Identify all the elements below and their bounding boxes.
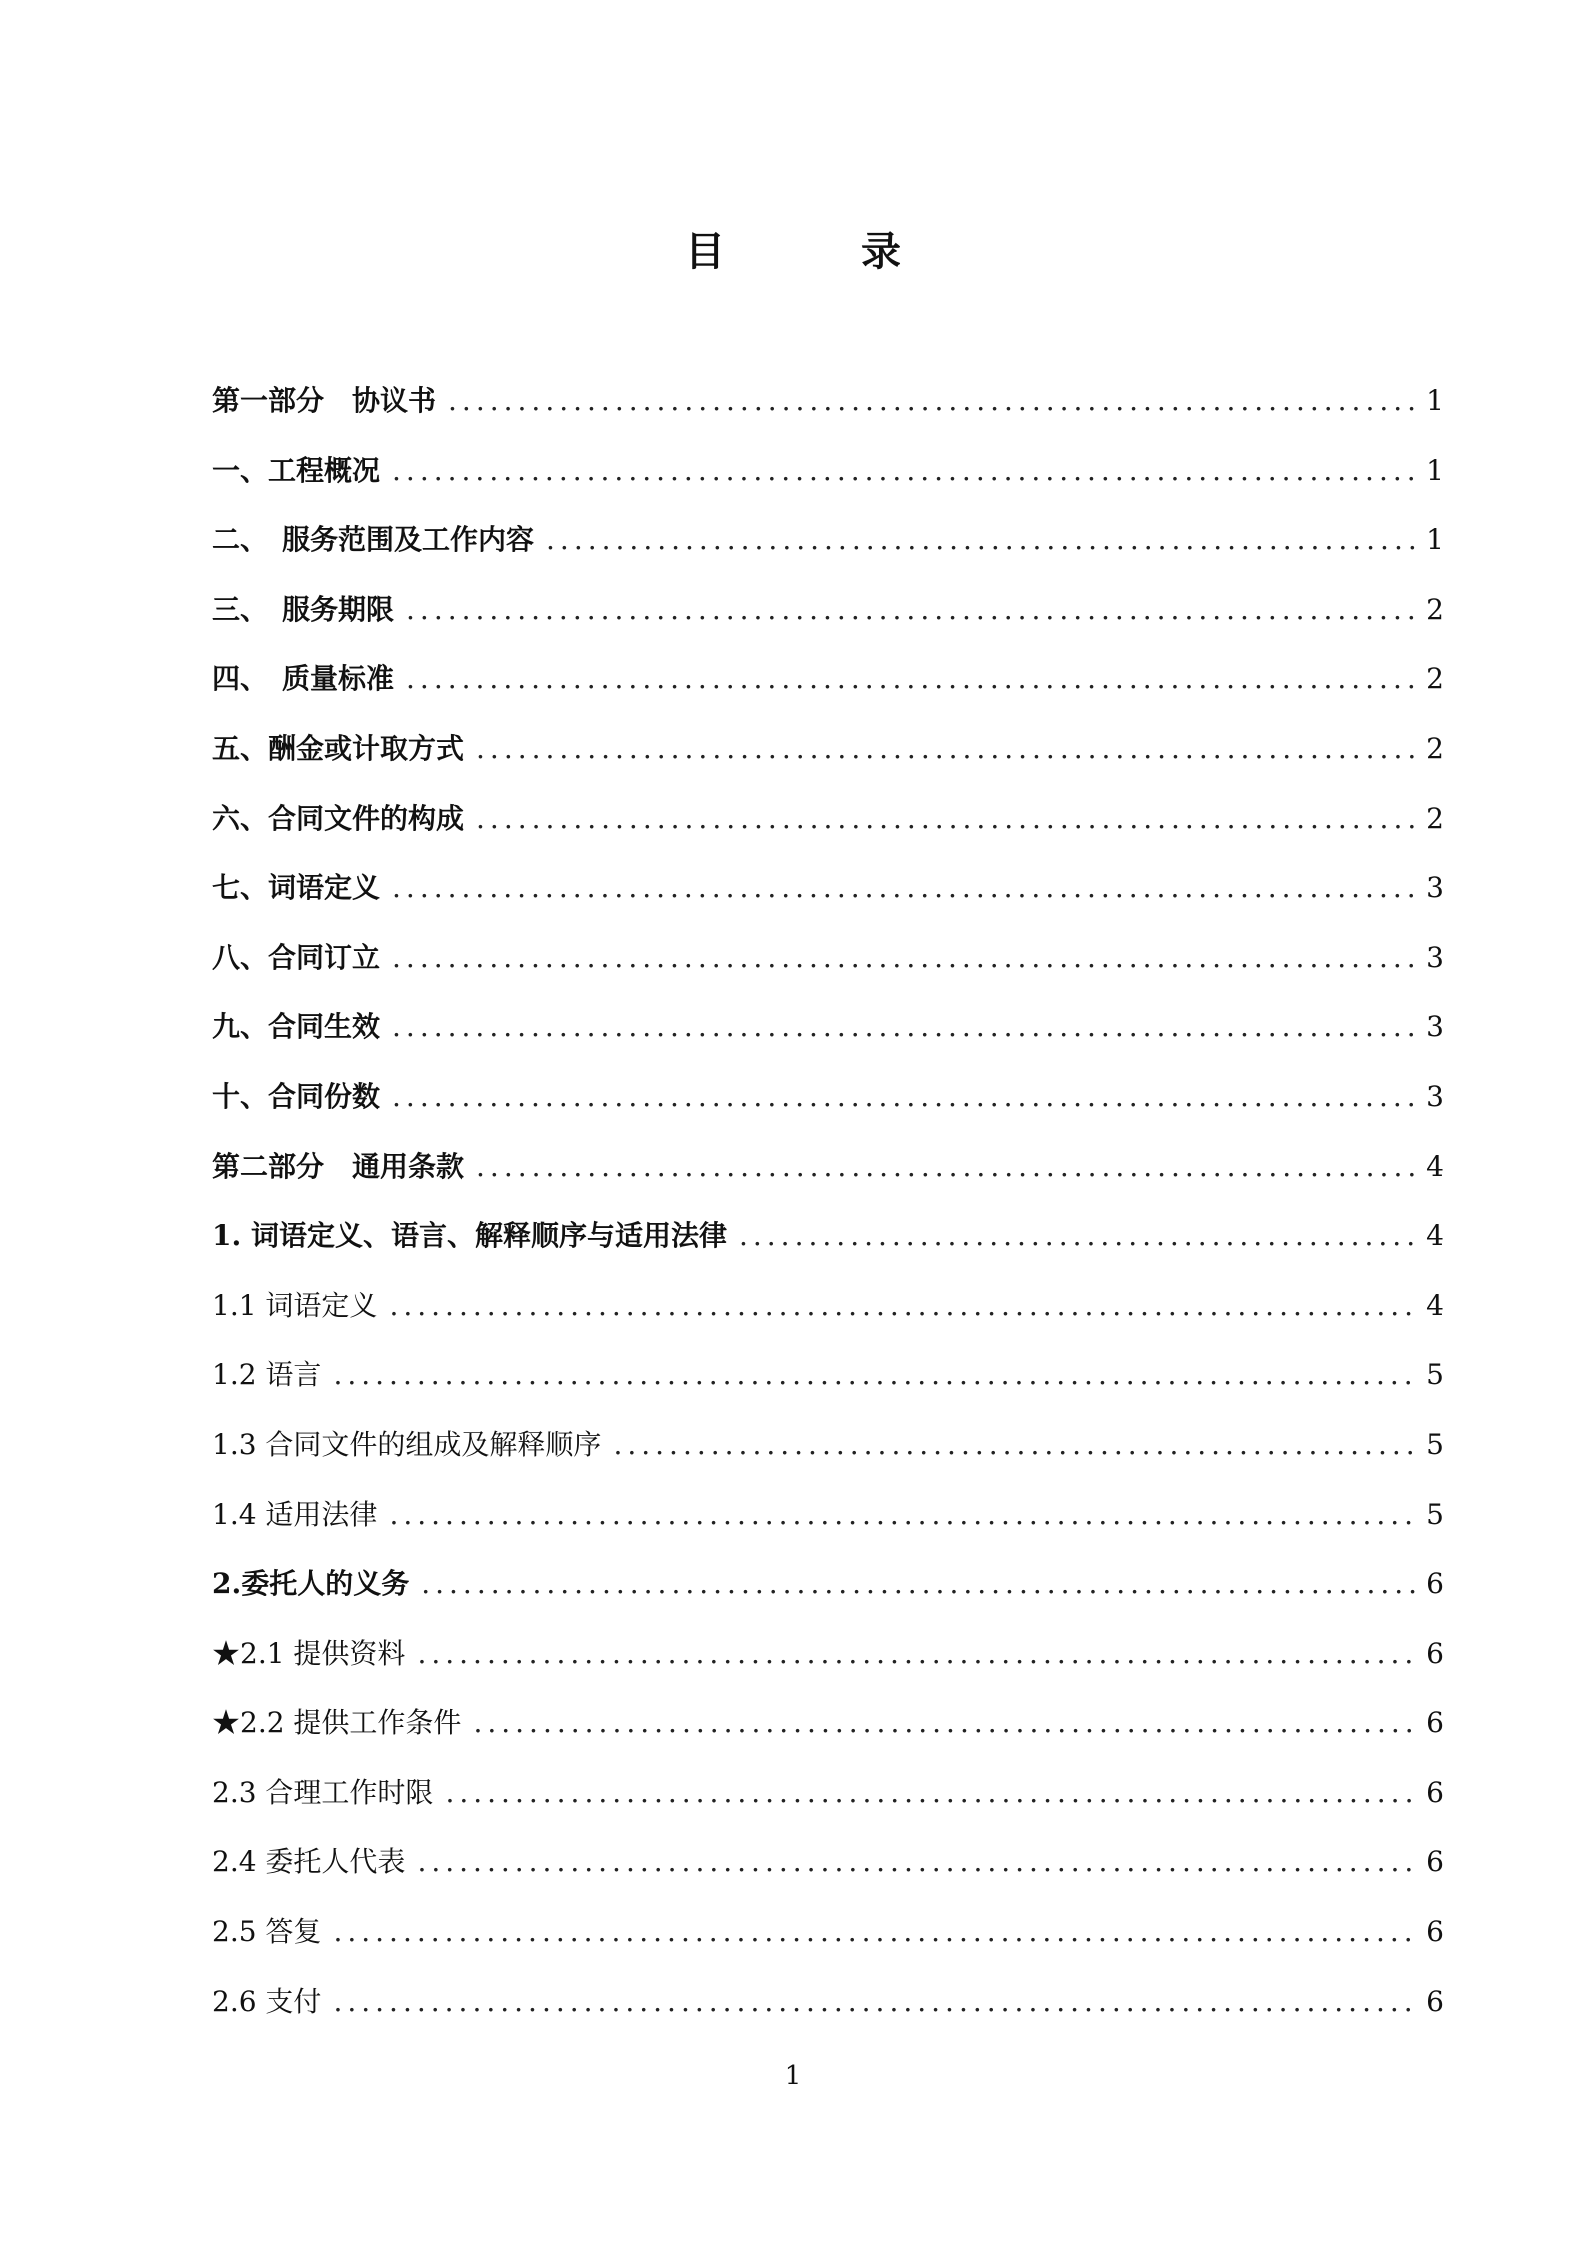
toc-entry-page: 4 [1426,1288,1444,1322]
toc-entry-page: 4 [1426,1219,1444,1253]
toc-dot-leader [613,1410,1418,1480]
toc-entry-title: 七、词语定义 [212,871,381,905]
toc-entry[interactable] [212,853,1444,923]
toc-entry[interactable] [212,992,1444,1062]
toc-dot-leader [546,505,1418,575]
toc-entry-page: 1 [1426,453,1444,487]
toc-dot-leader [476,1132,1418,1202]
toc-entry-page: 6 [1426,1775,1444,1809]
toc-entry[interactable] [212,575,1444,645]
toc-dot-leader [476,784,1418,854]
toc-entry[interactable] [212,1340,1444,1410]
toc-entry-page: 2 [1426,592,1444,626]
toc-entry-page: 6 [1426,1845,1444,1879]
toc-entry-title: 十、合同份数 [212,1079,381,1113]
toc-entry-title: 八、合同订立 [212,940,381,974]
toc-entry-title: 二、 服务范围及工作内容 [212,523,535,557]
toc-entry-page: 5 [1426,1427,1444,1461]
toc-entry-title: ★2.1 提供资料 [212,1636,406,1670]
toc-entry-page: 5 [1426,1497,1444,1531]
toc-entry-page: 3 [1426,871,1444,905]
toc-entry-title: 六、合同文件的构成 [212,801,465,835]
page-number: 1 [784,2061,802,2091]
toc-entry[interactable] [212,784,1444,854]
toc-dot-leader [333,1340,1418,1410]
toc-dot-leader [476,714,1418,784]
toc-entry[interactable] [212,366,1444,436]
toc-entry-title: 2.6 支付 [212,1984,322,2018]
toc-dot-leader [392,1062,1418,1132]
toc-entry[interactable] [212,714,1444,784]
toc-dot-leader [406,575,1418,645]
toc-entry-page: 4 [1426,1149,1444,1183]
toc-entry[interactable] [212,1410,1444,1480]
toc-entry-title: 第二部分 通用条款 [212,1149,465,1183]
toc-dot-leader [445,1758,1418,1828]
toc-entry-page: 2 [1426,662,1444,696]
toc-entry-page: 3 [1426,1010,1444,1044]
toc-dot-leader [392,436,1418,506]
toc-entry-page: 2 [1426,731,1444,765]
toc-entry[interactable] [212,1201,1444,1271]
toc-entry-title: 第一部分 协议书 [212,384,437,417]
toc-entry-title: ★2.2 提供工作条件 [212,1706,462,1740]
toc-dot-leader [392,923,1418,993]
toc-entry-page: 6 [1426,1636,1444,1670]
toc-entry-page: 6 [1426,1567,1444,1601]
toc-entry-title: 1.2 语言 [212,1358,322,1392]
toc-dot-leader [333,1967,1418,2037]
toc-entry-page: 1 [1426,384,1444,417]
toc-entry[interactable] [212,1758,1444,1828]
toc-entry[interactable] [212,1480,1444,1550]
toc-dot-leader [739,1201,1418,1271]
toc-entry-title: 1.4 适用法律 [212,1497,378,1531]
toc-entry-page: 2 [1426,801,1444,835]
toc-dot-leader [473,1688,1418,1758]
toc-entry[interactable] [212,1619,1444,1689]
toc-entry[interactable] [212,1062,1444,1132]
toc-entry-title: 2.3 合理工作时限 [212,1775,434,1809]
toc-entry-title: 1. 词语定义、语言、解释顺序与适用法律 [212,1219,727,1253]
toc-dot-leader [417,1619,1418,1689]
toc-entry-title: 三、 服务期限 [212,592,395,626]
toc-dot-leader [392,992,1418,1062]
toc-entry-title: 2.5 答复 [212,1915,322,1949]
toc-entry[interactable] [212,923,1444,993]
toc-entry[interactable] [212,644,1444,714]
toc-entry-title: 2.委托人的义务 [212,1567,410,1601]
toc-entry[interactable] [212,505,1444,575]
toc-entry-title: 1.1 词语定义 [212,1288,378,1322]
toc-entry[interactable] [212,436,1444,506]
toc-entry-page: 6 [1426,1984,1444,2018]
toc-dot-leader [392,853,1418,923]
toc-entry[interactable] [212,1132,1444,1202]
toc-entry-page: 3 [1426,1079,1444,1113]
toc-entry-title: 2.4 委托人代表 [212,1845,406,1879]
toc-entry[interactable] [212,1549,1444,1619]
toc-entry-page: 3 [1426,940,1444,974]
toc-entry-page: 5 [1426,1358,1444,1392]
toc-dot-leader [406,644,1418,714]
table-of-contents [212,366,1444,2036]
toc-entry-page: 6 [1426,1915,1444,1949]
toc-entry-page: 6 [1426,1706,1444,1740]
toc-dot-leader [417,1827,1418,1897]
toc-entry-title: 一、工程概况 [212,453,381,487]
toc-entry[interactable] [212,1271,1444,1341]
toc-entry[interactable] [212,1967,1444,2037]
toc-dot-leader [333,1897,1418,1967]
toc-entry-title: 九、合同生效 [212,1010,381,1044]
toc-dot-leader [389,1480,1418,1550]
toc-entry-page: 1 [1426,523,1444,557]
toc-entry-title: 四、 质量标准 [212,662,395,696]
toc-dot-leader [448,366,1418,436]
toc-entry-title: 1.3 合同文件的组成及解释顺序 [212,1427,602,1461]
toc-dot-leader [389,1271,1418,1341]
toc-entry-title: 五、酬金或计取方式 [212,731,465,765]
toc-dot-leader [421,1549,1418,1619]
toc-entry[interactable] [212,1827,1444,1897]
toc-entry[interactable] [212,1688,1444,1758]
toc-entry[interactable] [212,1897,1444,1967]
page-title: 目 录 [685,228,949,275]
